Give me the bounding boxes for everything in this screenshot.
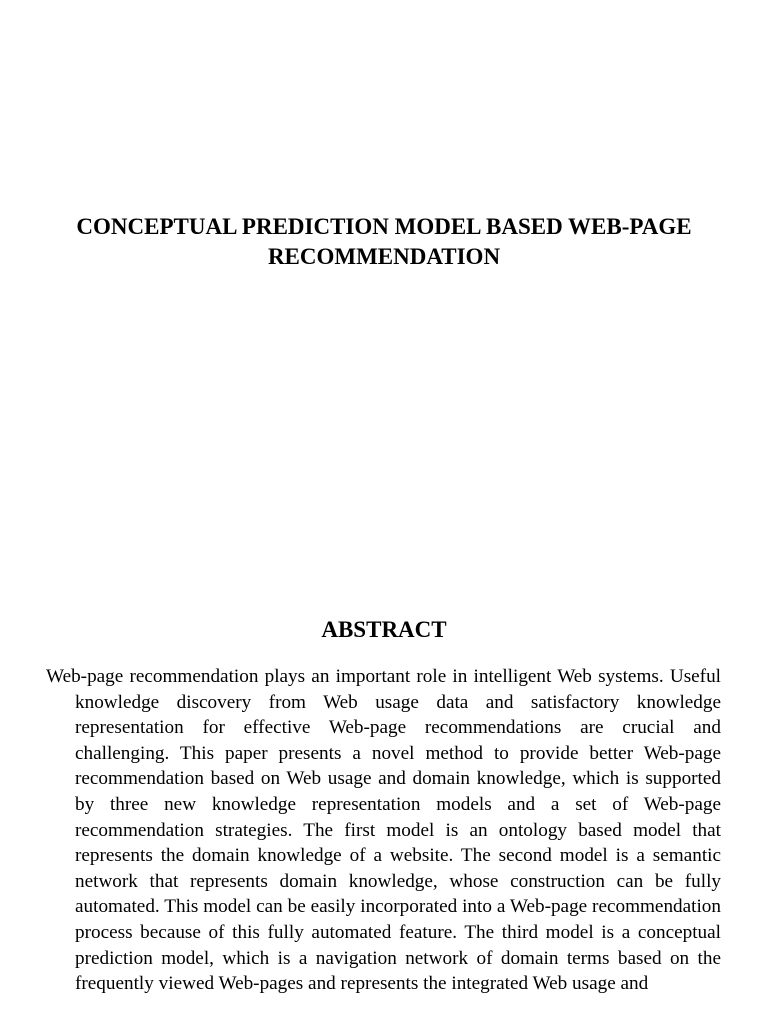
abstract-heading: ABSTRACT — [321, 617, 447, 642]
paper-title: CONCEPTUAL PREDICTION MODEL BASED WEB-PAGE RECOMMENDATION — [76, 214, 692, 269]
abstract-text: Web-page recommendation plays an important role in intelligent Web systems. Useful knowledge discovery from Web usage data and satisfactory knowledge representation for effective Web-page recommendations are crucial and challenging. This paper presents a novel method to provide better Web-page recommendation based on Web usage and domain knowledge, which is supported by three new knowledge representation models and a set of Web-page recommendation strategies. The first model is an ontology based model that represents the domain knowledge of a website. The second model is a semantic network that represents domain knowledge, whose construction can be fully automated. This model can be easily incorporated into a Web-page recommendation process because of this fully automated feature. The third model is a conceptual prediction model, which is a navigation network of domain terms based on the frequently viewed Web-pages and represents the integrated Web usage and — [46, 666, 721, 995]
